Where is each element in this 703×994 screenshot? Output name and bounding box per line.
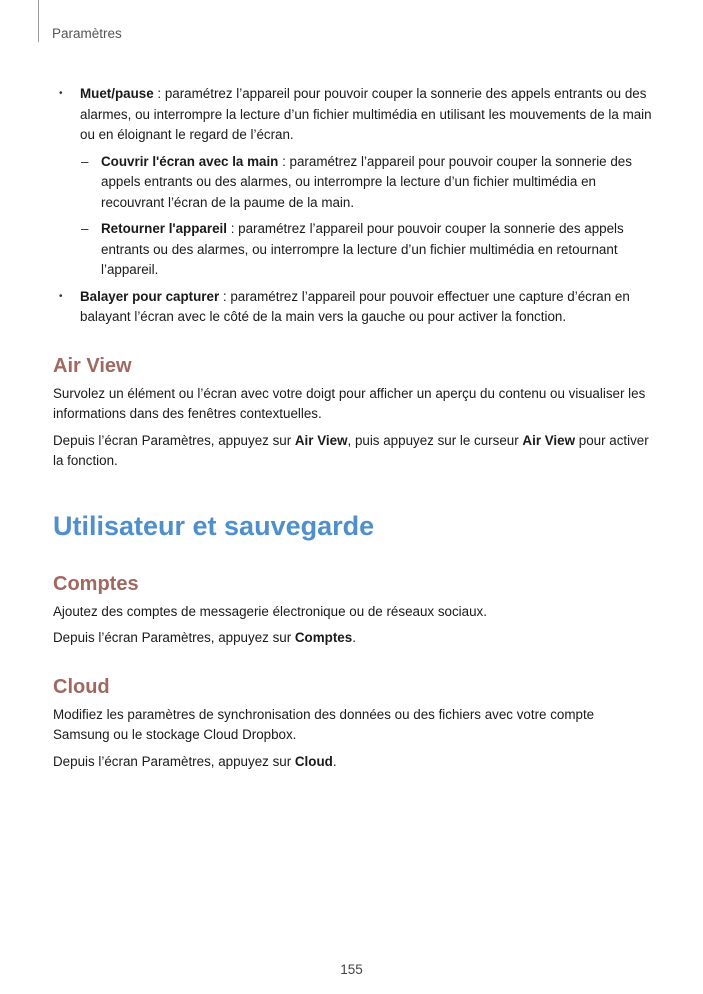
comptes-instructions xyxy=(53,628,653,649)
bullet-muet-pause xyxy=(53,84,653,146)
term-balayer: Balayer pour capturer xyxy=(80,288,220,304)
bullet-dot: • xyxy=(59,88,63,99)
sub-bullet-retourner xyxy=(53,219,653,281)
text-run: . xyxy=(332,753,337,769)
page-header-title: Paramètres xyxy=(52,26,122,41)
term-muet-pause: Muet/pause xyxy=(80,86,154,101)
chapter-heading: Utilisateur et sauvegarde xyxy=(53,510,375,541)
air-view-instructions xyxy=(53,431,653,472)
desc-muet-pause: : paramétrez l’appareil pour pouvoir couper la sonnerie des appels entrants ou des alarmes, ou interrompre la lecture d’un fichier multimédia en utilisant les mouvements de la main ou en éloignant le regard de l’écran. xyxy=(80,86,652,142)
term-cloud: Cloud xyxy=(294,753,333,769)
page-number: 155 xyxy=(340,962,363,977)
section-air-view xyxy=(53,354,653,472)
sub-dash: – xyxy=(81,153,89,169)
term-comptes: Comptes xyxy=(294,630,353,645)
section-comptes xyxy=(53,572,653,649)
text-run: . xyxy=(352,630,356,645)
term-air-view: Air View xyxy=(294,432,348,448)
heading-cloud: Cloud xyxy=(53,675,110,698)
page-content xyxy=(53,84,653,778)
heading-air-view: Air View xyxy=(53,354,132,377)
term-couvrir: Couvrir l'écran avec la main xyxy=(101,153,279,169)
cloud-description: Modifiez les paramètres de synchronisation des données ou des fichiers avec votre compte Samsung ou le stockage Cloud Dropbox. xyxy=(53,706,595,742)
comptes-description: Ajoutez des comptes de messagerie électronique ou de réseaux sociaux. xyxy=(53,603,487,619)
sub-bullet-couvrir xyxy=(53,152,653,214)
bullet-balayer xyxy=(53,287,653,328)
desc-retourner: : paramétrez l’appareil pour pouvoir couper la sonnerie des appels entrants ou des alarmes, ou interrompre la lecture d’un fichier multimédia en retournant l’appareil. xyxy=(101,221,624,277)
sub-dash: – xyxy=(81,221,89,236)
air-view-description: Survolez un élément ou l’écran avec votre doigt pour afficher un aperçu du contenu ou visualiser les informations dans des fenêtres contextuelles. xyxy=(53,385,646,421)
text-run: pour activer la fonction. xyxy=(53,432,649,468)
cloud-instructions xyxy=(53,752,653,773)
text-run: Depuis l’écran Paramètres, appuyez sur xyxy=(53,630,295,645)
text-run: , puis appuyez sur le curseur xyxy=(347,432,523,448)
header-rule xyxy=(38,0,39,42)
term-retourner: Retourner l'appareil xyxy=(101,221,227,236)
text-run: Depuis l’écran Paramètres, appuyez sur xyxy=(53,432,295,448)
term-air-view: Air View xyxy=(522,432,576,448)
text-run: Depuis l’écran Paramètres, appuyez sur xyxy=(53,753,295,769)
heading-comptes: Comptes xyxy=(53,572,139,595)
section-cloud xyxy=(53,675,653,773)
desc-couvrir: : paramétrez l’appareil pour pouvoir couper la sonnerie des appels entrants ou des alarmes, ou interrompre la lecture d’un fichier multimédia en recouvrant l’écran de la paume de la main. xyxy=(101,153,632,210)
desc-balayer: : paramétrez l’appareil pour pouvoir effectuer une capture d’écran en balayant l’écran avec le côté de la main vers la gauche ou pour activer la fonction. xyxy=(80,288,630,324)
bullet-dot: • xyxy=(59,290,63,302)
chapter-utilisateur xyxy=(53,510,653,542)
